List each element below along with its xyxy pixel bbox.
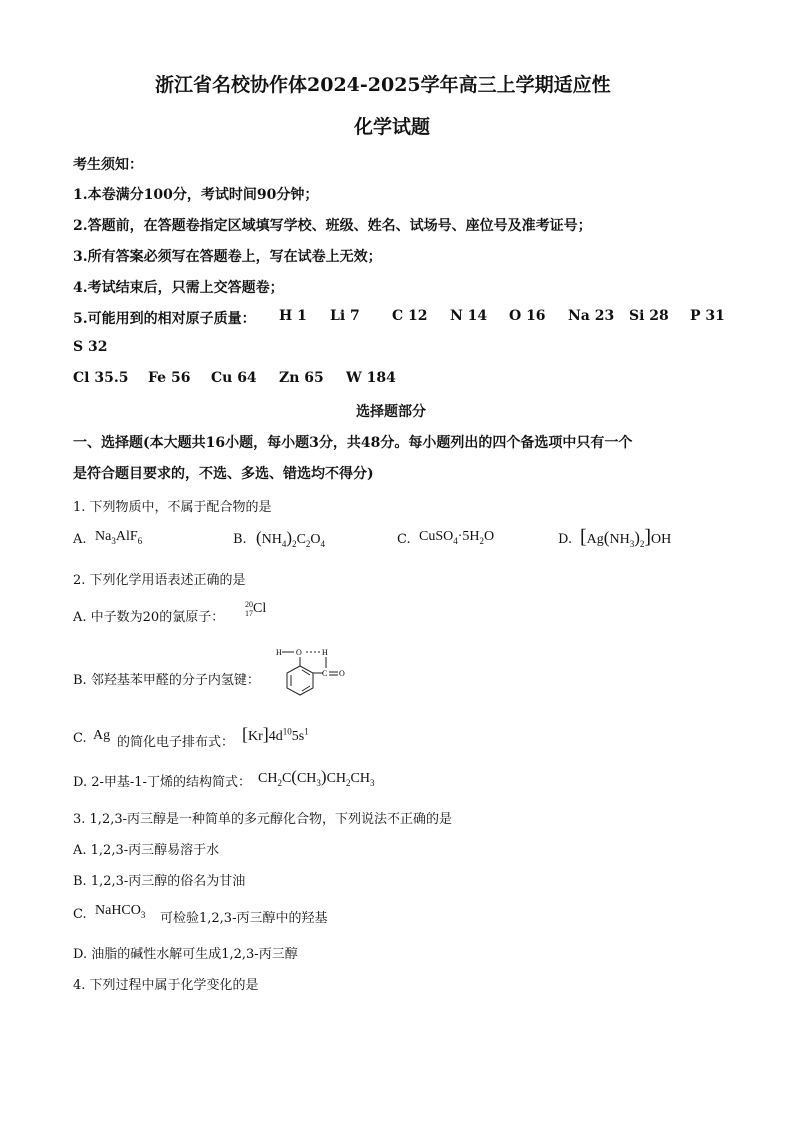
q2-option-c-label: C. xyxy=(73,731,87,746)
formula-cuso4-5h2o: $CuSO_4\cdot 5H_2O$ xyxy=(419,529,495,546)
notice-item-4: 4.考试结束后，只需上交答题卷； xyxy=(73,280,284,296)
mass-item: Si 28 xyxy=(629,308,669,324)
q3-option-d: D. 油脂的碱性水解可生成1,2,3-丙三醇 xyxy=(73,947,298,962)
section-instruction-2: 是符合题目要求的，不选、多选、错选均不得分) xyxy=(73,466,374,482)
option-label: A. xyxy=(73,532,87,547)
mass-item: C 12 xyxy=(392,308,428,324)
formula-nahco3: NaHCO$_3$ xyxy=(95,903,146,920)
option-label: B. xyxy=(233,532,247,547)
question-1-stem: 1. 下列物质中，不属于配合物的是 xyxy=(73,500,272,515)
formula-ag-nh3-2-oh: $[Ag(NH_3)_2]OH$ xyxy=(580,526,672,549)
mass-item: N 14 xyxy=(450,308,488,324)
option-label: D. xyxy=(558,532,573,547)
option-label: C. xyxy=(397,532,411,547)
svg-text:C: C xyxy=(322,669,328,678)
section-instruction-1: 一、选择题(本大题共16小题，每小题3分，共48分。每小题列出的四个备选项中只有一个 xyxy=(73,435,633,451)
mass-item: Na 23 xyxy=(568,308,615,324)
q2-option-d: D. 2-甲基-1-丁烯的结构简式： xyxy=(73,775,251,790)
q2-option-b: B. 邻羟基苯甲醛的分子内氢键： xyxy=(73,673,260,688)
mass-item: Li 7 xyxy=(330,308,360,324)
notice-item-2: 2.答题前，在答题卷指定区域填写学校、班级、姓名、试场号、座位号及准考证号； xyxy=(73,218,592,234)
formula-ag-config: $[Kr]4d^{10}5s^1$ xyxy=(242,724,309,744)
mass-item: Zn 65 xyxy=(279,370,324,386)
formula-cl-37: 20 17Cl xyxy=(245,600,267,618)
mass-item: W 184 xyxy=(346,370,396,386)
q3-option-c-text: 可检验1,2,3-丙三醇中的羟基 xyxy=(160,911,328,926)
q2-option-a: A. 中子数为20的氯原子： xyxy=(73,610,225,625)
page-subtitle: 化学试题 xyxy=(354,116,431,138)
q3-option-c-label: C. xyxy=(73,907,87,922)
notice-item-1: 1.本卷满分100分，考试时间90分钟； xyxy=(73,187,319,203)
formula-ag: Ag xyxy=(93,728,111,743)
mass-item: O 16 xyxy=(509,308,546,324)
q3-option-a: A. 1,2,3-丙三醇易溶于水 xyxy=(73,843,220,858)
svg-text:O: O xyxy=(339,669,345,678)
notice-heading: 考生须知： xyxy=(73,157,143,173)
formula-2-methyl-1-butene: $CH_2C(CH_3)CH_2CH_3$ xyxy=(258,767,375,788)
mass-intro: 5.可能用到的相对原子质量： xyxy=(73,311,256,327)
notice-item-3: 3.所有答案必须写在答题卷上，写在试卷上无效； xyxy=(73,249,382,265)
formula-nh4-2-c2o4: $(NH_4)_2C_2O_4$ xyxy=(256,528,326,549)
hydrogen-bond-structure xyxy=(272,644,362,706)
q3-option-b: B. 1,2,3-丙三醇的俗名为甘油 xyxy=(73,874,246,889)
mass-item: Cu 64 xyxy=(211,370,257,386)
mass-item: S 32 xyxy=(73,339,108,355)
question-3-stem: 3. 1,2,3-丙三醇是一种简单的多元醇化合物，下列说法不正确的是 xyxy=(73,812,453,827)
q2-option-c-text: 的简化电子排布式： xyxy=(117,735,235,750)
mass-item: Cl 35.5 xyxy=(73,370,129,386)
question-2-stem: 2. 下列化学用语表述正确的是 xyxy=(73,573,246,588)
formula-na3alf6: $Na_3AlF_6$ xyxy=(95,529,143,546)
mass-item: Fe 56 xyxy=(148,370,191,386)
question-4-stem: 4. 下列过程中属于化学变化的是 xyxy=(73,978,259,993)
page-title: 浙江省名校协作体2024-2025学年高三上学期适应性 xyxy=(155,74,611,96)
mass-item: P 31 xyxy=(690,308,725,324)
mass-item: H 1 xyxy=(279,308,307,324)
svg-text:H: H xyxy=(322,648,328,657)
section-title: 选择题部分 xyxy=(356,404,426,420)
svg-text:H: H xyxy=(276,648,282,657)
svg-text:O: O xyxy=(296,648,302,657)
